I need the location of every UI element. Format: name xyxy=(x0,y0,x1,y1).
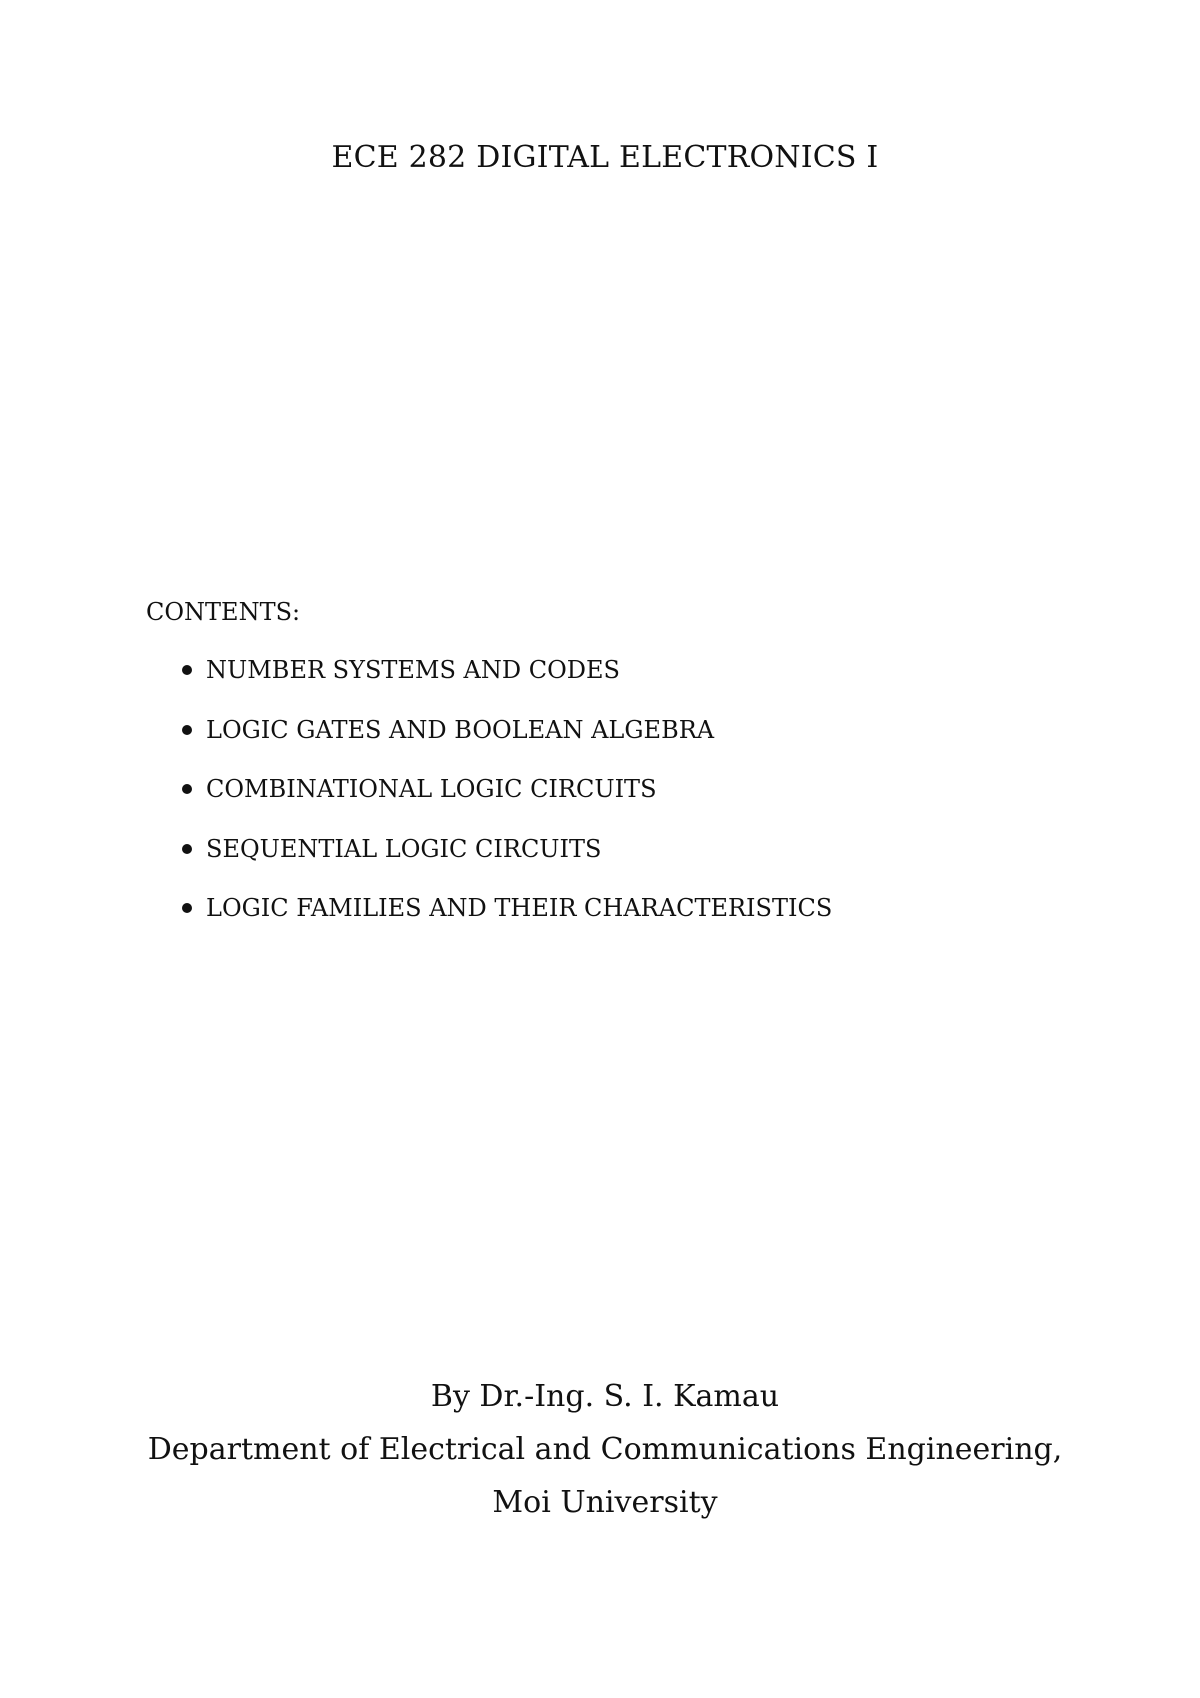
list-item-label: COMBINATIONAL LOGIC CIRCUITS xyxy=(206,775,657,803)
university-line: Moi University xyxy=(492,1485,718,1520)
list-item xyxy=(146,654,1146,686)
list-item xyxy=(146,714,1146,746)
list-item-label: SEQUENTIAL LOGIC CIRCUITS xyxy=(206,834,602,863)
list-item-label: LOGIC FAMILIES AND THEIR CHARACTERISTICS xyxy=(206,894,833,922)
bullet-icon xyxy=(182,903,192,913)
list-item-label: NUMBER SYSTEMS AND CODES xyxy=(206,656,620,684)
contents-list xyxy=(146,654,1146,924)
contents-heading: CONTENTS: xyxy=(146,598,301,626)
list-item xyxy=(146,773,1146,805)
list-item xyxy=(146,892,1146,924)
bullet-icon xyxy=(182,784,192,794)
author-block xyxy=(0,1370,1200,1529)
list-item-label: LOGIC GATES AND BOOLEAN ALGEBRA xyxy=(206,715,715,744)
page-title: ECE 282 DIGITAL ELECTRONICS I xyxy=(331,140,879,175)
bullet-icon xyxy=(182,844,192,854)
bullet-icon xyxy=(182,725,192,735)
bullet-icon xyxy=(182,665,192,675)
contents-section xyxy=(146,596,1146,952)
list-item xyxy=(146,833,1146,865)
author-line: By Dr.-Ing. S. I. Kamau xyxy=(430,1379,780,1414)
department-line: Department of Electrical and Communications Engineering, xyxy=(147,1432,1063,1467)
